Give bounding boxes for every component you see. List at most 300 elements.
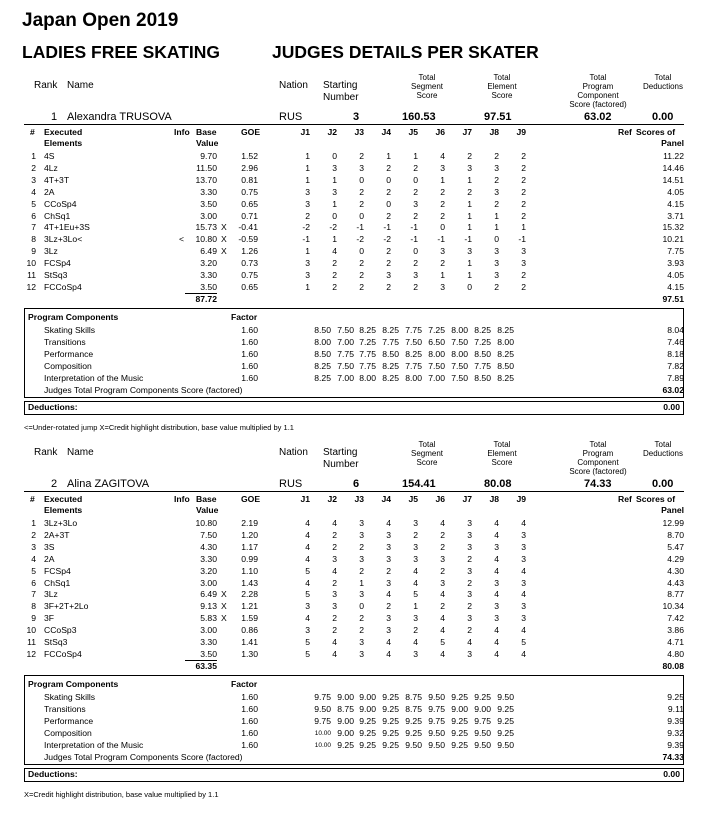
element-base-value: 3.00 [200,625,217,636]
judge-component-score: 8.00 [497,336,514,347]
start-number: 6 [353,478,360,490]
pcs-label-3: Score (factored) [569,467,627,476]
element-row [24,589,684,600]
judge-goe: 0 [359,246,364,257]
judge-goe: 2 [386,210,391,221]
ref-label: Ref [618,494,632,504]
element-base-value: 5.83 [200,613,217,624]
element-number: 1 [31,518,36,528]
element-base-value: 7.50 [200,529,217,540]
judge-component-score: 9.25 [337,739,354,750]
judge-goe: 2 [359,270,364,280]
judge-goe: 3 [440,553,445,564]
deductions-row [24,402,684,413]
total-element-score: 80.08 [484,478,512,490]
component-row [24,349,684,360]
judge-goe: 3 [521,577,526,588]
judge-goe: 2 [332,541,337,552]
judge-goe: 1 [413,151,418,161]
judge-goe: 3 [440,162,445,173]
tes-label-0: Total [493,440,511,449]
event-title: Japan Open 2019 [22,10,179,31]
judge-goe: 4 [467,637,472,647]
judge-goe: 3 [359,162,364,173]
judge-component-score: 8.50 [474,348,491,359]
judge-component-score: 9.75 [314,715,331,726]
judge-component-score: 9.00 [337,692,354,702]
element-goe: 2.96 [241,162,258,173]
element-number: 9 [31,246,36,257]
pcs-label-0: Total [589,440,607,449]
judge-goe: 3 [521,258,526,269]
judge-component-score: 7.25 [474,336,491,347]
judge-goe: 4 [332,648,337,659]
judge-goe: 3 [386,625,391,636]
pcs-label-0: Total [589,73,607,82]
tss-label-0: Total [418,440,436,449]
element-panel-score: 12.99 [662,518,684,528]
element-panel-score: 4.71 [667,637,684,647]
judge-goe: 2 [440,565,445,576]
judge-component-score: 8.50 [474,372,491,383]
base-label: Base [196,127,217,137]
judge-goe: 0 [359,601,364,612]
tss-label-2: Score [416,458,438,467]
judge-component-score: 7.75 [474,360,491,371]
component-row [24,740,684,751]
judge-component-score: 7.75 [359,360,376,371]
judge-goe: 4 [494,565,499,576]
element-row [24,270,684,281]
judge-component-score: 9.50 [497,692,514,702]
judge-component-score: 7.50 [428,360,445,371]
judge-goe: -2 [356,234,364,245]
judge-goe: 2 [440,186,445,197]
element-panel-score: 14.46 [662,162,684,173]
judge-goe: 1 [467,210,472,221]
component-name: Skating Skills [44,325,96,335]
component-factor: 1.60 [241,739,258,750]
executed-label: Executed [44,494,83,504]
element-goe: 0.81 [241,174,258,185]
element-code: FCSp4 [44,258,71,269]
judge-component-score: 9.00 [359,703,376,714]
pcs-total-label: Judges Total Program Components Score (factored) [44,752,243,762]
judge-goe: 2 [413,625,418,636]
judge-goe: 3 [467,648,472,659]
judge-goe: 2 [305,210,310,221]
element-row [24,246,684,257]
component-panel-score: 9.39 [667,715,684,726]
judge-goe: 1 [521,222,526,233]
judge-goe: 5 [305,637,310,647]
element-panel-score: 14.51 [662,174,684,185]
judge-component-score: 9.25 [497,703,514,714]
ded-label-1: Deductions [642,449,684,458]
elements-totals [24,294,684,305]
element-number: 6 [31,577,36,588]
judge-goe: 3 [305,186,310,197]
judge-goe: 4 [440,613,445,624]
judge-goe: 4 [440,625,445,636]
judge-goe: 1 [332,198,337,209]
skater-header [24,439,684,491]
component-panel-score: 9.25 [667,692,684,702]
judge-goe: 2 [359,186,364,197]
judge-goe: 3 [359,518,364,528]
element-code: 3Lz+3Lo< [44,234,83,245]
element-panel-score: 10.21 [662,234,684,245]
judge-goe: 3 [494,541,499,552]
judge-goe: 0 [359,174,364,185]
component-panel-score: 8.04 [667,325,684,335]
element-row [24,187,684,198]
info-label: Info [174,127,190,137]
component-name: Composition [44,727,92,738]
component-panel-score: 9.39 [667,739,684,750]
judge-goe: 1 [494,222,499,233]
judge-goe: 3 [305,625,310,636]
judge-goe: 3 [494,186,499,197]
value-label: Value [196,505,219,515]
judge-component-score: 9.25 [497,715,514,726]
judge-header: J8 [489,494,499,504]
judge-component-score: 8.00 [405,372,422,383]
judge-goe: 4 [494,637,499,647]
elements-header [24,138,684,149]
judge-goe: -1 [302,234,310,245]
judge-goe: 1 [305,281,310,292]
element-row [24,518,684,529]
judge-header: J9 [516,127,526,137]
judge-component-score: 9.00 [451,703,468,714]
judge-goe: 4 [521,589,526,600]
judge-goe: 3 [359,529,364,540]
judge-goe: 4 [386,518,391,528]
element-goe: 0.73 [241,258,258,269]
judge-component-score: 9.25 [359,715,376,726]
element-code: 2A [44,186,55,197]
element-code: CCoSp3 [44,625,77,636]
judge-goe: 2 [494,281,499,292]
judge-component-score: 8.25 [314,372,331,383]
elements-totals [24,661,684,672]
judge-goe: 4 [305,541,310,552]
judge-goe: -1 [437,234,445,245]
judge-goe: 2 [521,162,526,173]
element-code: 4T+1Eu+3S [44,222,90,233]
deductions-value: 0.00 [663,402,680,412]
judge-component-score: 9.25 [405,715,422,726]
element-number: 11 [27,637,36,647]
element-number: 12 [26,648,36,659]
judge-goe: -1 [383,222,391,233]
judge-component-score: 9.25 [382,692,399,702]
judge-component-score: 8.75 [337,703,354,714]
element-base-value: 3.30 [200,553,217,564]
element-number: 12 [26,281,36,292]
element-panel-score: 4.05 [667,270,684,280]
judge-component-score: 8.25 [497,325,514,335]
judge-component-score: 7.75 [382,336,399,347]
judge-goe: 2 [386,258,391,269]
pcs-label-2: Component [577,91,619,100]
element-code: 3S [44,541,55,552]
judge-goe: 1 [467,270,472,280]
judge-goe: 4 [305,613,310,624]
judge-goe: 2 [440,198,445,209]
judge-goe: 2 [440,541,445,552]
pcs-total-value: 63.02 [662,385,684,395]
judge-goe: 1 [440,174,445,185]
judge-component-score: 9.75 [428,703,445,714]
base-value-total: 63.35 [195,661,217,671]
total-underline [185,293,217,294]
element-bonus-x: X [221,222,227,233]
rank-label: Rank [34,447,58,458]
judge-component-score: 9.50 [314,703,331,714]
judge-goe: 2 [494,198,499,209]
judge-goe: -1 [410,234,418,245]
element-goe: 1.20 [241,529,258,540]
element-base-value: 3.50 [200,281,217,292]
judge-goe: 4 [440,518,445,528]
judge-goe: 3 [305,601,310,612]
rank-value: 1 [51,111,58,123]
tss-label-2: Score [416,91,438,100]
judge-goe: 3 [386,613,391,624]
base-label: Base [196,494,217,504]
judge-goe: 0 [494,234,499,245]
element-goe: 1.43 [241,577,258,588]
element-row [24,625,684,636]
component-name: Performance [44,348,94,359]
element-goe: 0.75 [241,270,258,280]
element-code: StSq3 [44,637,68,647]
component-row [24,373,684,384]
hash-label: # [30,127,35,137]
element-panel-score: 5.47 [667,541,684,552]
name-label: Name [67,447,94,458]
goe-label: GOE [241,127,261,137]
judge-goe: 2 [521,151,526,161]
component-factor: 1.60 [241,727,258,738]
tes-label-2: Score [491,91,513,100]
judge-goe: 2 [467,601,472,612]
judge-goe: 1 [305,162,310,173]
judge-goe: 2 [494,174,499,185]
name-label: Name [67,80,94,91]
judge-goe: 3 [494,577,499,588]
tss-label-1: Segment [410,449,444,458]
judge-goe: 3 [467,589,472,600]
judge-component-score: 9.50 [474,727,491,738]
judge-header: J5 [408,494,418,504]
judge-component-score: 8.25 [405,348,422,359]
executed-label: Executed [44,127,83,137]
judge-goe: 2 [386,565,391,576]
judge-goe: 3 [494,162,499,173]
judge-goe: 2 [359,258,364,269]
judge-header: J5 [408,127,418,137]
component-panel-score: 7.89 [667,372,684,383]
element-panel-score: 4.80 [667,648,684,659]
element-base-value: 3.00 [200,210,217,221]
judge-component-score: 7.50 [337,325,354,335]
judge-goe: 3 [467,613,472,624]
judge-goe: 3 [494,601,499,612]
elements-label: Elements [44,138,83,148]
judge-component-score: 9.00 [474,703,491,714]
element-base-value: 15.73 [195,222,217,233]
element-number: 2 [31,529,36,540]
judge-goe: 3 [467,246,472,257]
element-goe: 0.86 [241,625,258,636]
components-header [24,679,684,690]
nation-value: RUS [279,111,303,123]
judge-goe: 1 [467,174,472,185]
element-bonus-x: X [221,246,227,257]
judge-goe: 4 [305,518,310,528]
judge-component-score: 7.50 [451,360,468,371]
judge-component-score: 9.00 [337,715,354,726]
judge-goe: 3 [440,577,445,588]
rank-value: 2 [51,478,58,490]
pcs-label-1: Program [582,449,614,458]
element-code: 4S [44,151,55,161]
judge-goe: 0 [332,210,337,221]
element-code: 3F+2T+2Lo [44,601,89,612]
judge-goe: -2 [329,222,337,233]
element-code: FCSp4 [44,565,71,576]
judge-goe: 4 [494,648,499,659]
element-bonus-x: X [221,613,227,624]
judge-goe: 1 [467,258,472,269]
judge-component-score: 8.25 [497,348,514,359]
element-base-value: 3.30 [200,637,217,647]
element-number: 5 [31,565,36,576]
judge-goe: 2 [413,281,418,292]
judge-goe: 3 [332,162,337,173]
element-row [24,258,684,269]
judge-goe: 1 [305,151,310,161]
element-number: 11 [27,270,36,280]
judge-goe: 2 [386,601,391,612]
element-bonus-x: X [221,589,227,600]
judge-component-score: 9.25 [474,692,491,702]
element-code: StSq3 [44,270,68,280]
scores-of-label: Scores of [636,127,676,137]
element-code: 4Lz [44,162,58,173]
component-row [24,692,684,703]
hash-label: # [30,494,35,504]
total-segment-score: 160.53 [402,111,436,123]
element-base-value: 13.70 [195,174,217,185]
judge-component-score: 10.00 [314,741,331,749]
judge-component-score: 7.00 [337,372,354,383]
component-name: Interpretation of the Music [44,372,144,383]
tes-label-1: Element [487,449,517,458]
judge-component-score: 8.00 [451,348,468,359]
factor-label: Factor [231,312,258,322]
judge-goe: 2 [359,625,364,636]
judge-goe: 3 [467,541,472,552]
judge-component-score: 9.50 [497,739,514,750]
judge-component-score: 7.75 [405,325,422,335]
ded-label-0: Total [654,440,672,449]
judge-goe: 4 [413,637,418,647]
judge-goe: 2 [467,577,472,588]
judge-header: J4 [381,127,391,137]
judge-goe: 3 [521,529,526,540]
number-label: Number [323,459,359,470]
judge-goe: 2 [413,529,418,540]
component-factor: 1.60 [241,715,258,726]
elements-header [24,505,684,516]
tes-label-0: Total [493,73,511,82]
element-base-value: 6.49 [200,589,217,600]
judge-component-score: 9.75 [474,715,491,726]
ded-label-1: Deductions [642,82,684,91]
element-base-value: 3.20 [200,258,217,269]
judge-goe: 3 [359,648,364,659]
judge-goe: 3 [305,198,310,209]
judge-goe: 2 [359,541,364,552]
judge-goe: 5 [413,589,418,600]
element-row [24,234,684,245]
element-base-value: 3.30 [200,270,217,280]
judge-goe: 4 [494,625,499,636]
tes-label-2: Score [491,458,513,467]
judge-component-score: 9.25 [359,739,376,750]
element-row [24,530,684,541]
element-number: 5 [31,198,36,209]
judge-goe: 2 [467,151,472,161]
judge-component-score: 8.25 [474,325,491,335]
judge-goe: -1 [518,234,526,245]
judge-goe: 2 [521,210,526,221]
elements-header [24,494,684,505]
judge-goe: 5 [521,637,526,647]
element-number: 10 [26,625,36,636]
element-panel-score: 10.34 [662,601,684,612]
judge-goe: 3 [332,589,337,600]
element-bonus-x: X [221,234,227,245]
element-panel-score: 3.71 [667,210,684,221]
element-row [24,601,684,612]
judge-goe: -1 [410,222,418,233]
element-goe: 1.10 [241,565,258,576]
element-code: 2A+3T [44,529,70,540]
element-goe: -0.41 [238,222,258,233]
element-panel-score: 4.29 [667,553,684,564]
judge-goe: 5 [305,648,310,659]
judge-header: J6 [435,494,445,504]
element-row [24,554,684,565]
total-deductions: 0.00 [652,111,674,123]
judge-goe: 4 [521,565,526,576]
component-factor: 1.60 [241,336,258,347]
judge-goe: 3 [521,246,526,257]
judge-component-score: 9.75 [314,692,331,702]
element-goe: 0.65 [241,281,258,292]
element-base-value: 3.20 [200,565,217,576]
judge-component-score: 9.25 [497,727,514,738]
judge-component-score: 8.25 [382,325,399,335]
element-number: 3 [31,541,36,552]
judge-component-score: 9.75 [428,715,445,726]
judge-component-score: 9.50 [405,739,422,750]
